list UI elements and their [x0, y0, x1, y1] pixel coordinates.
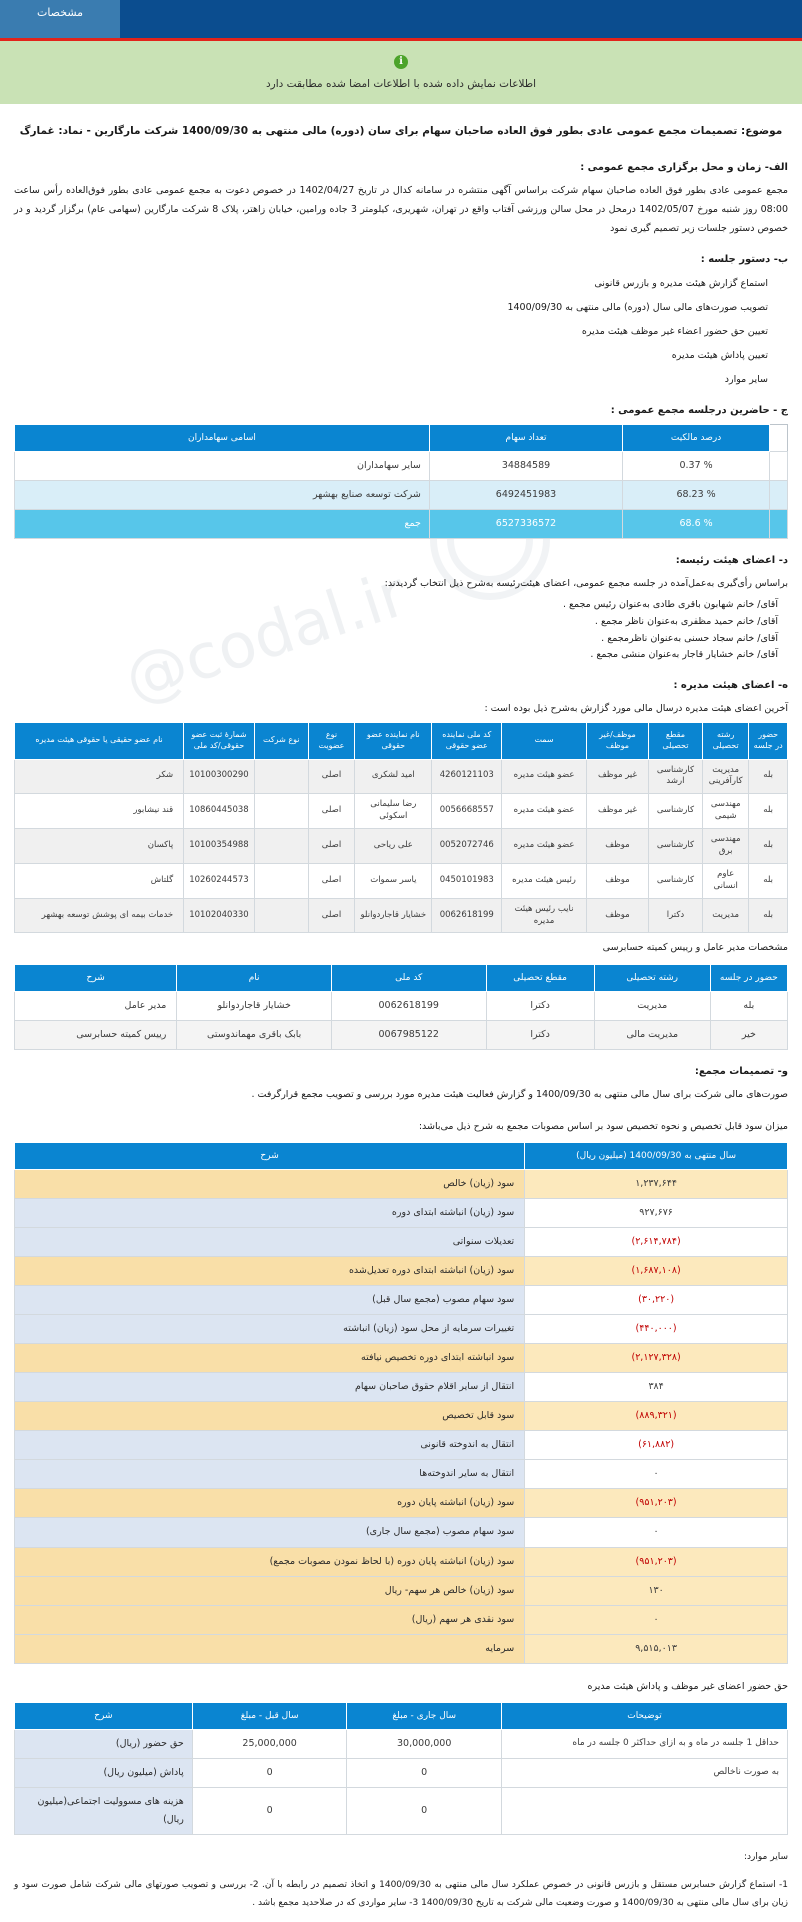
row-description: سود انباشته ابتدای دوره تخصیص نیافته	[15, 1344, 525, 1373]
column-fiscal-year-amount: سال منتهی به 1400/09/30 (میلیون ریال)	[525, 1142, 788, 1169]
membership-type: اصلی	[308, 794, 354, 829]
column-rep-national-id: کد ملی نماینده عضو حقوقی	[432, 722, 502, 759]
attendance: بله	[749, 759, 788, 794]
rep-name: امید لشکری	[355, 759, 432, 794]
table-row	[15, 1729, 788, 1758]
membership-type: اصلی	[308, 898, 354, 933]
agenda-item: تصویب صورت‌های مالی سال (دوره) مالی منتهی به 1400/09/30	[507, 301, 768, 313]
other-matters-title: سایر موارد:	[744, 1852, 788, 1863]
attendance: بله	[749, 829, 788, 864]
national-id: 0062618199	[331, 991, 486, 1020]
amount-value: (۸۸۹,۳۲۱)	[525, 1402, 788, 1431]
compensation-heading: حق حضور اعضای غیر موظف و پاداش هیئت مدیره	[587, 1680, 788, 1692]
section-d-subtitle: براساس رأی‌گیری به‌عمل‌آمده در جلسه مجمع عمومی، اعضای هیئت‌رئیسه به‌شرح ذیل انتخاب گردیدند:	[384, 578, 788, 590]
table-header-row	[15, 1142, 788, 1169]
field-of-study: مدیریت	[594, 991, 710, 1020]
row-description: سود قابل تخصیص	[15, 1402, 525, 1431]
role-description: مدیر عامل	[15, 991, 177, 1020]
attendance: بله	[749, 794, 788, 829]
education-level: کارشناسی	[648, 863, 702, 898]
education-level: کارشناسی	[648, 829, 702, 864]
company-type	[254, 829, 308, 864]
member-entity-name: پاکسان	[15, 829, 184, 864]
position: رئیس هیئت مدیره	[502, 863, 587, 898]
column-national-id: کد ملی	[331, 964, 486, 991]
column-company-type: نوع شرکت	[254, 722, 308, 759]
tab-specifications[interactable]	[0, 0, 120, 38]
rep-name: خشایار قاجاردوانلو	[355, 898, 432, 933]
amount-value: (۲,۱۲۷,۳۲۸)	[525, 1344, 788, 1373]
signature-match-text: اطلاعات نمایش داده شده با اطلاعات امضا شده مطابقت دارد	[266, 78, 536, 90]
membership-type: اصلی	[308, 863, 354, 898]
row-description: سود سهام مصوب (مجمع سال جاری)	[15, 1518, 525, 1547]
company-type	[254, 863, 308, 898]
share-count: 6492451983	[429, 481, 622, 510]
position: عضو هیئت مدیره	[502, 829, 587, 864]
amount-value: ۹,۵۱۵,۰۱۳	[525, 1634, 788, 1663]
section-c-heading: ج - حاضرین درجلسه مجمع عمومی :	[610, 405, 788, 417]
current-year-amount: 30,000,000	[347, 1729, 502, 1758]
previous-year-amount: 0	[192, 1758, 347, 1787]
row-description: سود (زیان) انباشته پایان دوره	[15, 1489, 525, 1518]
person-name: خشایار قاجاردوانلو	[177, 991, 332, 1020]
column-field-of-study: رشته تحصیلی	[702, 722, 748, 759]
rep-name: یاسر سموات	[355, 863, 432, 898]
amount-value: (۹۵۱,۲۰۳)	[525, 1547, 788, 1576]
amount-value: ۰	[525, 1460, 788, 1489]
amount-value: ۹۲۷,۶۷۶	[525, 1198, 788, 1227]
row-description: سود (زیان) انباشته پایان دوره (با لحاظ نمودن مصوبات مجمع)	[15, 1547, 525, 1576]
section-d-heading: د- اعضای هیئت رئیسه:	[675, 555, 788, 567]
shareholder-name: شرکت توسعه صنایع بهشهر	[15, 481, 430, 510]
row-note: به صورت ناخالص	[502, 1758, 788, 1787]
row-description: سود (زیان) انباشته ابتدای دوره	[15, 1198, 525, 1227]
ownership-percent-total: % 68.6	[623, 510, 770, 539]
table-row	[15, 1788, 788, 1835]
rep-national-id: 0450101983	[432, 863, 502, 898]
amount-value: ۱,۲۳۷,۶۴۴	[525, 1169, 788, 1198]
registration-no: 10100300290	[184, 759, 255, 794]
current-year-amount: 0	[347, 1758, 502, 1787]
column-description: شرح	[15, 1702, 193, 1729]
column-employment: موظف/غیر موظف	[587, 722, 649, 759]
membership-type: اصلی	[308, 829, 354, 864]
other-matters-text: 1- استماع گزارش حسابرس مستقل و بازرس قانونی در خصوص عملکرد سال مالی منتهی به 1400/09/30 و اتخاذ تصمیم در رابطه با آن. 2- بررسی و تصویب صورتهای مالی شرکت شامل صورت سود و زیان برای سال مالی منتهی به 1400/09/30 و صورت وضعیت مالی شرکت به تاریخ 1400/09/30 3- سایر مواردی که در صلاحدید مجمع باشد .	[14, 1880, 789, 1909]
table-header-row	[15, 1702, 788, 1729]
section-a-paragraph: مجمع عمومی عادی بطور فوق العاده صاحبان سهام شرکت براساس آگهی منتشره در سامانه کدال در تاریخ 1402/04/27 در خصوص دعوت به مجمع عمومی عادی بطور فوق‌العاده رأس ساعت 08:00 روز شنبه مورخ 1402/05/07 درمحل در محل سالن ورزشی آفتاب واقع در تهران، شهریری، کیلومتر 3 جاده ورامین، خیابان زاهتر، پلاک 8 شرکت مارگارین (سهامی عام) برگزار گردید و در خصوص دستور جلسات زیر تصمیم گیری نمود	[14, 184, 788, 234]
column-share-count: تعداد سهام	[429, 425, 622, 452]
document-subject: موضوع: تصمیمات مجمع عمومی عادی بطور فوق العاده صاحبان سهام برای سان (دوره) مالی منتهی به 1400/09/30 شرکت مارگارین - نماد: غمارگ	[19, 125, 783, 137]
education-level: دکترا	[648, 898, 702, 933]
row-note: حداقل 1 جلسه در ماه و به ازای حداکثر 0 جلسه در ماه	[502, 1729, 788, 1758]
amount-value: (۴۴۰,۰۰۰)	[525, 1315, 788, 1344]
table-row	[15, 991, 788, 1020]
column-attendance: حضور در جلسه	[749, 722, 788, 759]
table-header-row	[15, 425, 788, 452]
column-attendance: حضور در جلسه	[710, 964, 787, 991]
presiding-member: آقای/ خانم حمید مظفری به‌عنوان ناظر مجمع .	[594, 616, 778, 628]
amount-value: ۱۳۰	[525, 1576, 788, 1605]
agenda-item: تعیین پاداش هیئت مدیره	[671, 350, 768, 362]
row-description: حق حضور (ریال)	[15, 1729, 193, 1758]
registration-no: 10100354988	[184, 829, 255, 864]
education-level: دکترا	[486, 991, 594, 1020]
top-navigation-bar	[0, 0, 802, 38]
table-row	[15, 1758, 788, 1787]
amount-value: (۹۵۱,۲۰۳)	[525, 1489, 788, 1518]
employment: موظف	[587, 898, 649, 933]
table-header-row	[15, 722, 788, 759]
education-level: کارشناسی	[648, 794, 702, 829]
tab-specifications-label: مشخصات	[36, 6, 84, 19]
agenda-item: استماع گزارش هیئت مدیره و بازرس قانونی	[594, 277, 768, 289]
attendees-table	[14, 424, 788, 539]
table-row	[15, 863, 788, 898]
field-of-study: مدیریت مالی	[594, 1020, 710, 1049]
attendance: خیر	[710, 1020, 787, 1049]
row-description: سرمایه	[15, 1634, 525, 1663]
ownership-percent: % 68.23	[623, 481, 770, 510]
row-description: سود سهام مصوب (مجمع سال قبل)	[15, 1286, 525, 1315]
table-row	[15, 1315, 788, 1344]
row-description: تغییرات سرمایه از محل سود (زیان) انباشته	[15, 1315, 525, 1344]
attendance: بله	[710, 991, 787, 1020]
presiding-member: آقای/ خانم شهابون باقری طادی به‌عنوان رئیس مجمع .	[562, 599, 778, 611]
ownership-percent: % 0.37	[623, 452, 770, 481]
member-entity-name: شکر	[15, 759, 184, 794]
row-description: تعدیلات سنواتی	[15, 1228, 525, 1257]
table-row	[15, 1402, 788, 1431]
row-note	[502, 1788, 788, 1835]
shareholder-name: سایر سهامداران	[15, 452, 430, 481]
column-description: شرح	[15, 1142, 525, 1169]
watermark-text: @codal.ir	[115, 556, 416, 717]
spacer-header	[770, 425, 788, 452]
column-name: نام	[177, 964, 332, 991]
education-level: دکترا	[486, 1020, 594, 1049]
member-entity-name: گلتاش	[15, 863, 184, 898]
registration-no: 10860445038	[184, 794, 255, 829]
share-count: 34884589	[429, 452, 622, 481]
rep-national-id: 0056668557	[432, 794, 502, 829]
field-of-study: عاوم انسانی	[702, 863, 748, 898]
member-entity-name: خدمات بیمه ای پوشش توسعه بهشهر	[15, 898, 184, 933]
employment: غیر موظف	[587, 759, 649, 794]
table-row	[15, 1228, 788, 1257]
table-row	[15, 1489, 788, 1518]
registration-no: 10102040330	[184, 898, 255, 933]
row-description: انتقال به اندوخته قانونی	[15, 1431, 525, 1460]
column-shareholder-names: اسامی سهامداران	[15, 425, 430, 452]
row-description: هزینه های مسوولیت اجتماعی(میلیون ریال)	[15, 1788, 193, 1835]
table-row	[15, 452, 788, 481]
table-row	[15, 1576, 788, 1605]
table-row	[15, 1198, 788, 1227]
company-type	[254, 794, 308, 829]
employment: غیر موظف	[587, 794, 649, 829]
table-header-row	[15, 964, 788, 991]
table-row	[15, 1169, 788, 1198]
column-current-year: سال جاری - مبلغ	[347, 1702, 502, 1729]
rep-national-id: 0052072746	[432, 829, 502, 864]
section-e-heading: ه- اعضای هیئت مدیره :	[673, 679, 788, 691]
previous-year-amount: 0	[192, 1788, 347, 1835]
ceo-audit-chair-table	[14, 964, 788, 1050]
agenda-item: سایر موارد	[724, 374, 768, 386]
position: نایب رئیس هیئت مدیره	[502, 898, 587, 933]
row-description: سود (زیان) انباشته ابتدای دوره تعدیل‌شده	[15, 1257, 525, 1286]
current-year-amount: 0	[347, 1788, 502, 1835]
agenda-item: تعیین حق حضور اعضاء غیر موظف هیئت مدیره	[581, 326, 768, 338]
employment: موظف	[587, 829, 649, 864]
field-of-study: مدیریت	[702, 898, 748, 933]
section-a-heading: الف- زمان و محل برگزاری مجمع عمومی :	[580, 161, 788, 173]
share-count-total: 6527336572	[429, 510, 622, 539]
column-education-level: مقطع تحصیلی	[486, 964, 594, 991]
amount-value: (۳۰,۲۲۰)	[525, 1286, 788, 1315]
education-level: کارشناسی ارشد	[648, 759, 702, 794]
table-row	[15, 1344, 788, 1373]
company-type	[254, 898, 308, 933]
table-row	[15, 481, 788, 510]
table-row	[15, 1460, 788, 1489]
row-spacer	[770, 510, 788, 539]
row-description: پاداش (میلیون ریال)	[15, 1758, 193, 1787]
column-registration-no: شمارهٔ ثبت عضو حقوقی/کد ملی	[184, 722, 255, 759]
rep-name: علی ریاحی	[355, 829, 432, 864]
amount-value: ۰	[525, 1518, 788, 1547]
employment: موظف	[587, 863, 649, 898]
column-position: سمت	[502, 722, 587, 759]
table-row	[15, 1547, 788, 1576]
row-description: سود (زیان) خالص	[15, 1169, 525, 1198]
profit-allocation-note: میزان سود قابل تخصیص و نحوه تخصیص سود بر اساس مصوبات مجمع به شرح ذیل می‌باشد:	[418, 1120, 788, 1132]
column-ownership-percent: درصد مالکیت	[623, 425, 770, 452]
amount-value: (۱,۶۸۷,۱۰۸)	[525, 1257, 788, 1286]
document-body	[0, 104, 802, 1922]
tab-strip	[0, 0, 120, 38]
amount-value: ۰	[525, 1605, 788, 1634]
column-education-level: مقطع تحصیلی	[648, 722, 702, 759]
column-description: شرح	[15, 964, 177, 991]
table-total-row	[15, 510, 788, 539]
column-field-of-study: رشته تحصیلی	[594, 964, 710, 991]
table-row	[15, 1286, 788, 1315]
row-spacer	[770, 452, 788, 481]
table-row	[15, 759, 788, 794]
table-row	[15, 898, 788, 933]
column-membership-type: نوع عضویت	[308, 722, 354, 759]
column-rep-name: نام نماینده عضو حقوقی	[355, 722, 432, 759]
amount-value: (۶۱,۸۸۲)	[525, 1431, 788, 1460]
position: عضو هیئت مدیره	[502, 794, 587, 829]
row-description: سود (زیان) خالص هر سهم- ریال	[15, 1576, 525, 1605]
membership-type: اصلی	[308, 759, 354, 794]
table-row	[15, 1431, 788, 1460]
table-row	[15, 1605, 788, 1634]
row-spacer	[770, 481, 788, 510]
table-row	[15, 1634, 788, 1663]
rep-national-id: 0062618199	[432, 898, 502, 933]
profit-allocation-table	[14, 1142, 788, 1664]
company-type	[254, 759, 308, 794]
field-of-study: مدیریت کارآفرینی	[702, 759, 748, 794]
total-label: جمع	[15, 510, 430, 539]
position: عضو هیئت مدیره	[502, 759, 587, 794]
previous-year-amount: 25,000,000	[192, 1729, 347, 1758]
column-previous-year: سال قبل - مبلغ	[192, 1702, 347, 1729]
board-of-directors-table	[14, 722, 788, 934]
section-b-heading: ب- دستور جلسه :	[700, 253, 788, 265]
field-of-study: مهندسی شیمی	[702, 794, 748, 829]
member-entity-name: قند نیشابور	[15, 794, 184, 829]
table-row	[15, 1518, 788, 1547]
info-icon: i	[394, 55, 408, 69]
table-row	[15, 794, 788, 829]
field-of-study: مهندسی برق	[702, 829, 748, 864]
rep-national-id: 4260121103	[432, 759, 502, 794]
table-row	[15, 1373, 788, 1402]
section-f-heading: و- تصمیمات مجمع:	[694, 1065, 788, 1077]
presiding-member: آقای/ خانم خشایار قاجار به‌عنوان منشی مجمع .	[590, 649, 778, 661]
table-row	[15, 829, 788, 864]
person-name: بابک باقری مهماندوستی	[177, 1020, 332, 1049]
registration-no: 10260244573	[184, 863, 255, 898]
section-f-paragraph: صورت‌های مالی شرکت برای سال مالی منتهی به 1400/09/30 و گزارش فعالیت هیئت مدیره مورد بررسی و تصویب مجمع قرارگرفت .	[251, 1088, 788, 1100]
table-row	[15, 1257, 788, 1286]
presiding-member: آقای/ خانم سجاد حسنی به‌عنوان ناظرمجمع .	[601, 632, 778, 644]
row-description: انتقال به سایر اندوخته‌ها	[15, 1460, 525, 1489]
rep-name: رضا سلیمانی اسکوئی	[355, 794, 432, 829]
row-description: سود نقدی هر سهم (ریال)	[15, 1605, 525, 1634]
section-e-subtitle: آخرین اعضای هیئت مدیره درسال مالی مورد گزارش به‌شرح ذیل بوده است :	[484, 702, 788, 714]
attendance: بله	[749, 898, 788, 933]
table-row	[15, 1020, 788, 1049]
compensation-table	[14, 1702, 788, 1835]
amount-value: ۳۸۴	[525, 1373, 788, 1402]
amount-value: (۲,۶۱۴,۷۸۴)	[525, 1228, 788, 1257]
column-member-entity-name: نام عضو حقیقی یا حقوقی هیئت مدیره	[15, 722, 184, 759]
row-description: انتقال از سایر اقلام حقوق صاحبان سهام	[15, 1373, 525, 1402]
national-id: 0067985122	[331, 1020, 486, 1049]
role-description: رییس کمیته حسابرسی	[15, 1020, 177, 1049]
signature-match-banner	[0, 41, 802, 104]
attendance: بله	[749, 863, 788, 898]
column-notes: توضیحات	[502, 1702, 788, 1729]
ceo-section-heading: مشخصات مدیر عامل و رییس کمیته حسابرسی	[602, 942, 788, 954]
presiding-members-list	[14, 597, 788, 664]
